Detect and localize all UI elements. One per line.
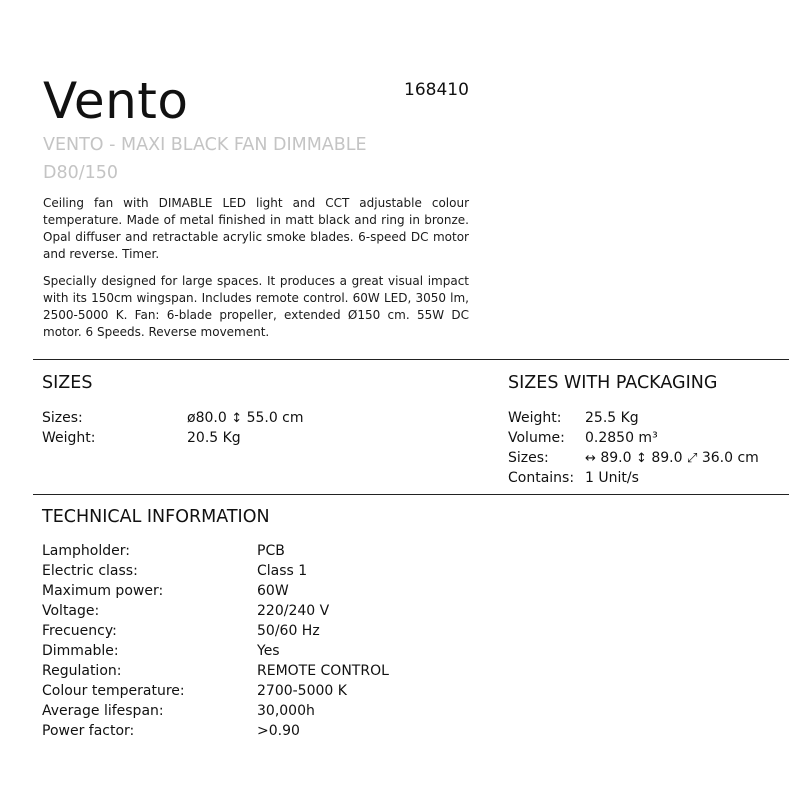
depth-value: 36.0 cm — [701, 450, 759, 466]
sizes-list — [42, 408, 304, 448]
spec-label: Frecuency: — [42, 623, 117, 639]
height-arrow-icon: ↕ — [635, 451, 647, 466]
height-arrow-icon: ↕ — [231, 411, 243, 426]
spec-row — [42, 541, 389, 561]
spec-row — [42, 701, 389, 721]
spec-value: REMOTE CONTROL — [257, 663, 389, 679]
spec-value — [585, 448, 759, 468]
spec-value: Yes — [257, 643, 280, 659]
spec-label: Weight: — [508, 410, 562, 426]
spec-value: 25.5 Kg — [585, 410, 639, 426]
spec-value: >0.90 — [257, 723, 300, 739]
spec-label: Electric class: — [42, 563, 138, 579]
spec-row — [42, 661, 389, 681]
spec-row — [42, 681, 389, 701]
description-paragraph: Ceiling fan with DIMABLE LED light and CCT adjustable colour temperature. Made of metal finished in matt black and ring in bronze. Opal diffuser and retractable acrylic smoke blades. 6-speed DC motor and reverse. Timer. — [43, 196, 469, 261]
packaging-heading: SIZES WITH PACKAGING — [508, 373, 718, 393]
spec-value: Class 1 — [257, 563, 308, 579]
spec-row — [508, 448, 759, 468]
spec-label: Regulation: — [42, 663, 122, 679]
divider — [33, 359, 789, 360]
width-value: 89.0 — [600, 450, 632, 466]
packaging-list — [508, 408, 759, 488]
spec-row — [508, 408, 759, 428]
spec-value — [187, 408, 304, 428]
depth-arrow-icon: ⤢ — [686, 451, 698, 466]
height-value: 89.0 — [651, 450, 683, 466]
spec-value: PCB — [257, 543, 285, 559]
divider — [33, 494, 789, 495]
height-value: 55.0 cm — [246, 410, 304, 426]
spec-row — [42, 581, 389, 601]
spec-row — [508, 428, 759, 448]
width-arrow-icon: ↔ — [585, 451, 596, 466]
spec-label: Sizes: — [42, 410, 83, 426]
spec-row — [42, 428, 304, 448]
spec-label: Colour temperature: — [42, 683, 185, 699]
sizes-heading: SIZES — [42, 373, 93, 393]
spec-label: Average lifespan: — [42, 703, 164, 719]
spec-label: Volume: — [508, 430, 565, 446]
spec-value: 30,000h — [257, 703, 315, 719]
spec-value: 50/60 Hz — [257, 623, 320, 639]
spec-row — [42, 601, 389, 621]
technical-list — [42, 541, 389, 741]
spec-row — [42, 721, 389, 741]
spec-label: Dimmable: — [42, 643, 119, 659]
product-code: 168410 — [404, 80, 469, 100]
spec-value: 220/240 V — [257, 603, 330, 619]
spec-label: Voltage: — [42, 603, 100, 619]
spec-value: 1 Unit/s — [585, 470, 639, 486]
diameter-value: ø80.0 — [187, 410, 227, 426]
spec-value: 0.2850 m³ — [585, 430, 658, 446]
spec-value: 20.5 Kg — [187, 430, 241, 446]
spec-label: Lampholder: — [42, 543, 130, 559]
product-description — [43, 195, 469, 351]
spec-label: Weight: — [42, 430, 96, 446]
spec-label: Maximum power: — [42, 583, 164, 599]
description-paragraph: Specially designed for large spaces. It produces a great visual impact with its 150cm wingspan. Includes remote control. 60W LED, 3050 lm, 2500-5000 K. Fan: 6-blade propeller, extended Ø150 cm. 55W DC motor. 6 Speeds. Reverse movement. — [43, 274, 469, 339]
spec-row — [42, 641, 389, 661]
spec-value: 2700-5000 K — [257, 683, 347, 699]
spec-row — [42, 561, 389, 581]
product-subtitle: VENTO - MAXI BLACK FAN DIMMABLE D80/150 — [43, 135, 367, 183]
spec-label: Power factor: — [42, 723, 135, 739]
spec-label: Contains: — [508, 470, 575, 486]
product-title: Vento — [43, 72, 189, 130]
spec-label: Sizes: — [508, 450, 549, 466]
spec-row — [42, 408, 304, 428]
spec-row — [42, 621, 389, 641]
spec-row — [508, 468, 759, 488]
spec-value: 60W — [257, 583, 289, 599]
technical-heading: TECHNICAL INFORMATION — [42, 507, 270, 527]
